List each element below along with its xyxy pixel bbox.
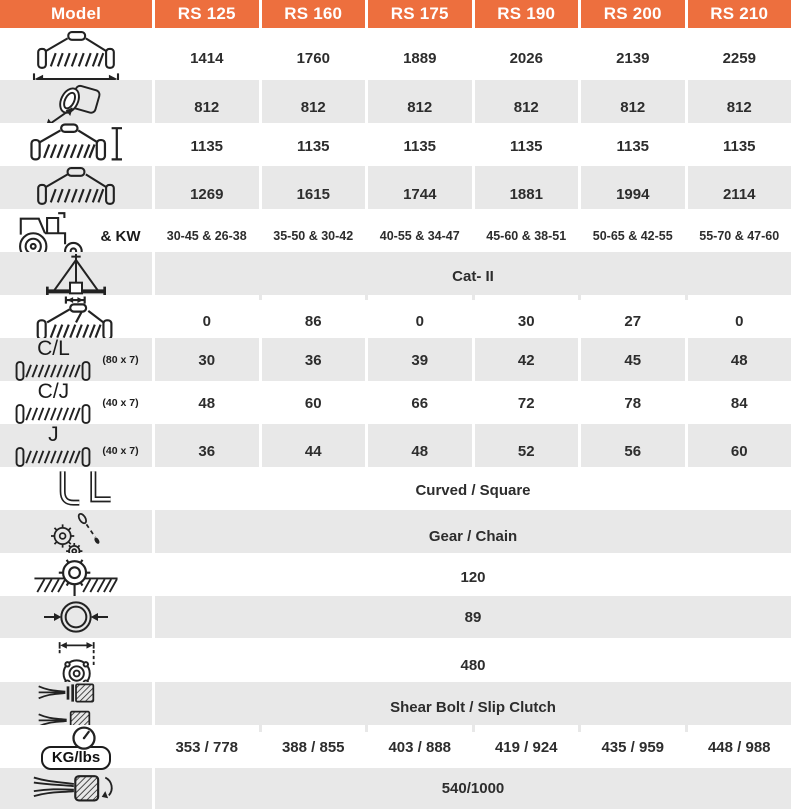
spec-value: 44 xyxy=(305,443,322,460)
spec-value: 812 xyxy=(407,99,432,116)
spec-value: 56 xyxy=(624,443,641,460)
spec-value-cell xyxy=(155,123,259,169)
spec-value: 1889 xyxy=(403,50,436,67)
rotor-type-label: C/L xyxy=(37,338,70,359)
column-header-rs190 xyxy=(475,0,579,28)
spec-value: Cat- II xyxy=(452,268,494,285)
column-header-label: RS 190 xyxy=(497,4,555,24)
spec-value-cell xyxy=(262,381,366,425)
spec-value: 1615 xyxy=(297,186,330,203)
spec-value-cell xyxy=(262,30,366,86)
column-header-label: RS 160 xyxy=(284,4,342,24)
spec-value-cell xyxy=(368,381,472,425)
rotor-blade-icon xyxy=(13,338,93,382)
spec-value: 1135 xyxy=(723,138,756,155)
spec-value: 52 xyxy=(518,443,535,460)
spec-value: 1994 xyxy=(616,186,649,203)
rotor-type-label: C/J xyxy=(38,381,70,402)
kg-lbs-badge: KG/lbs xyxy=(41,746,111,770)
spec-value: 2026 xyxy=(510,50,543,67)
blade-size-label: (80 x 7) xyxy=(102,354,138,366)
model-header-label: Model xyxy=(51,4,101,24)
spec-value: 2259 xyxy=(723,50,756,67)
spec-value: 89 xyxy=(465,609,482,626)
spec-row xyxy=(0,338,791,379)
spec-value-cell xyxy=(368,123,472,169)
spec-value: 48 xyxy=(411,443,428,460)
spec-value: 30 xyxy=(198,352,215,369)
header-row xyxy=(0,0,791,28)
merged-value-cell xyxy=(155,596,791,638)
spec-value: Gear / Chain xyxy=(429,528,517,545)
spec-value: 0 xyxy=(203,313,211,330)
spec-value: 1135 xyxy=(297,138,330,155)
column-header-rs210 xyxy=(688,0,791,28)
weight-icon xyxy=(41,725,111,770)
pto-speed-icon xyxy=(31,769,121,809)
column-header-rs125 xyxy=(155,0,259,28)
rotor-type-label: J xyxy=(48,424,59,445)
spec-row xyxy=(0,725,791,766)
spec-value: 72 xyxy=(518,395,535,412)
blade-shape-icon xyxy=(36,467,116,513)
row-label-cell xyxy=(0,381,152,425)
spec-value-cell xyxy=(688,338,791,382)
spec-row xyxy=(0,80,791,121)
spec-value: 45-60 & 38-51 xyxy=(486,229,566,243)
spec-row xyxy=(0,209,791,250)
spec-value: 353 / 778 xyxy=(175,739,238,756)
spec-value-cell xyxy=(368,338,472,382)
spec-value: 84 xyxy=(731,395,748,412)
spec-value: 812 xyxy=(514,99,539,116)
spec-value-cell xyxy=(155,381,259,425)
spec-row xyxy=(0,596,791,637)
power-unit-label: & KW xyxy=(101,228,141,245)
blade-size-label: (40 x 7) xyxy=(102,397,138,409)
spec-value: 419 / 924 xyxy=(495,739,558,756)
column-header-label: RS 210 xyxy=(710,4,768,24)
spec-rows xyxy=(0,30,791,809)
column-header-rs175 xyxy=(368,0,472,28)
spec-value-cell xyxy=(262,123,366,169)
spec-value: 1881 xyxy=(510,186,543,203)
column-header-rs160 xyxy=(262,0,366,28)
rotor-blade-icon xyxy=(13,381,93,425)
spec-value: 60 xyxy=(305,395,322,412)
row-label-cell xyxy=(0,596,152,638)
spec-value: 1135 xyxy=(190,138,223,155)
spec-value: 1135 xyxy=(403,138,436,155)
row-label-cell xyxy=(0,30,152,86)
spec-value: 60 xyxy=(731,443,748,460)
spec-value: 36 xyxy=(305,352,322,369)
column-header-label: RS 200 xyxy=(604,4,662,24)
spec-value: 1135 xyxy=(616,138,649,155)
spec-value: 2139 xyxy=(616,50,649,67)
spec-value: 120 xyxy=(460,569,485,586)
spec-value: 30-45 & 26-38 xyxy=(167,229,247,243)
spec-value: 448 / 988 xyxy=(708,739,771,756)
spec-value: 2114 xyxy=(723,186,756,203)
spec-value: Curved / Square xyxy=(415,482,530,499)
spec-value: 30 xyxy=(518,313,535,330)
overall-height-icon xyxy=(24,123,128,169)
spec-value-cell xyxy=(475,123,579,169)
spec-row xyxy=(0,381,791,422)
spec-value-cell xyxy=(581,381,685,425)
spec-value-cell xyxy=(688,381,791,425)
spec-value: 45 xyxy=(624,352,641,369)
spec-value-cell xyxy=(155,30,259,86)
spec-value: 812 xyxy=(194,99,219,116)
spec-value: 540/1000 xyxy=(442,780,505,797)
spec-value: 78 xyxy=(624,395,641,412)
row-label-cell xyxy=(0,123,152,169)
spec-value-cell xyxy=(581,725,685,770)
spec-value: 480 xyxy=(460,657,485,674)
merged-value-cell xyxy=(155,467,791,513)
pipe-diameter-icon xyxy=(36,596,116,638)
spec-value: 50-65 & 42-55 xyxy=(593,229,673,243)
spec-value-cell xyxy=(155,725,259,770)
spec-value: 0 xyxy=(735,313,743,330)
spec-value-cell xyxy=(475,381,579,425)
column-header-label: RS 125 xyxy=(178,4,236,24)
merged-value-cell xyxy=(155,252,791,300)
spec-value: 1269 xyxy=(190,186,223,203)
spec-value: 27 xyxy=(624,313,641,330)
spec-value: 403 / 888 xyxy=(388,739,451,756)
spec-value-cell xyxy=(475,338,579,382)
spec-value: 42 xyxy=(518,352,535,369)
row-label-cell xyxy=(0,252,152,300)
spec-row xyxy=(0,553,791,594)
spec-value: 48 xyxy=(731,352,748,369)
spec-row xyxy=(0,424,791,465)
spec-value-cell xyxy=(581,338,685,382)
spec-value: 0 xyxy=(416,313,424,330)
spec-row xyxy=(0,295,791,336)
spec-value-cell xyxy=(688,725,791,770)
model-header-cell xyxy=(0,0,152,28)
spec-value: 1760 xyxy=(297,50,330,67)
row-label-cell xyxy=(0,725,152,770)
spec-value-cell xyxy=(155,338,259,382)
spec-value: 36 xyxy=(198,443,215,460)
spec-value: 1414 xyxy=(190,50,223,67)
spec-value: 48 xyxy=(198,395,215,412)
spec-value: 35-50 & 30-42 xyxy=(273,229,353,243)
spec-value-cell xyxy=(688,30,791,86)
overall-width-icon xyxy=(26,30,126,86)
spec-value-cell xyxy=(688,123,791,169)
spec-value-cell xyxy=(581,30,685,86)
spec-value: 66 xyxy=(411,395,428,412)
spec-value: 40-55 & 34-47 xyxy=(380,229,460,243)
column-header-label: RS 175 xyxy=(391,4,449,24)
spec-value: 812 xyxy=(301,99,326,116)
spec-value: 86 xyxy=(305,313,322,330)
spec-row xyxy=(0,682,791,723)
spec-row xyxy=(0,123,791,164)
spec-row xyxy=(0,30,791,78)
row-label-cell xyxy=(0,338,152,382)
spec-value-cell xyxy=(262,338,366,382)
spec-value-cell xyxy=(581,123,685,169)
spec-row xyxy=(0,467,791,508)
spec-value: 435 / 959 xyxy=(601,739,664,756)
row-label-cell xyxy=(0,553,152,601)
three-point-linkage-icon xyxy=(36,252,116,300)
spec-row xyxy=(0,639,791,680)
spec-value-cell xyxy=(368,725,472,770)
merged-value-cell xyxy=(155,768,791,809)
column-header-rs200 xyxy=(581,0,685,28)
spec-value: 55-70 & 47-60 xyxy=(699,229,779,243)
spec-value: Shear Bolt / Slip Clutch xyxy=(390,699,556,716)
tilling-depth-icon xyxy=(33,553,119,601)
spec-row xyxy=(0,510,791,551)
spec-value: 1135 xyxy=(510,138,543,155)
row-label-cell xyxy=(0,467,152,513)
spec-value-cell xyxy=(262,725,366,770)
spec-value-cell xyxy=(475,30,579,86)
spec-value: 812 xyxy=(620,99,645,116)
merged-value-cell xyxy=(155,553,791,601)
spec-value-cell xyxy=(475,725,579,770)
spec-value: 39 xyxy=(411,352,428,369)
row-label-cell xyxy=(0,768,152,809)
spec-value: 1744 xyxy=(403,186,436,203)
spec-value: 388 / 855 xyxy=(282,739,345,756)
spec-row xyxy=(0,768,791,809)
spec-value-cell xyxy=(368,30,472,86)
spec-row xyxy=(0,166,791,207)
spec-value: 812 xyxy=(727,99,752,116)
spec-row xyxy=(0,252,791,293)
blade-size-label: (40 x 7) xyxy=(102,445,138,457)
